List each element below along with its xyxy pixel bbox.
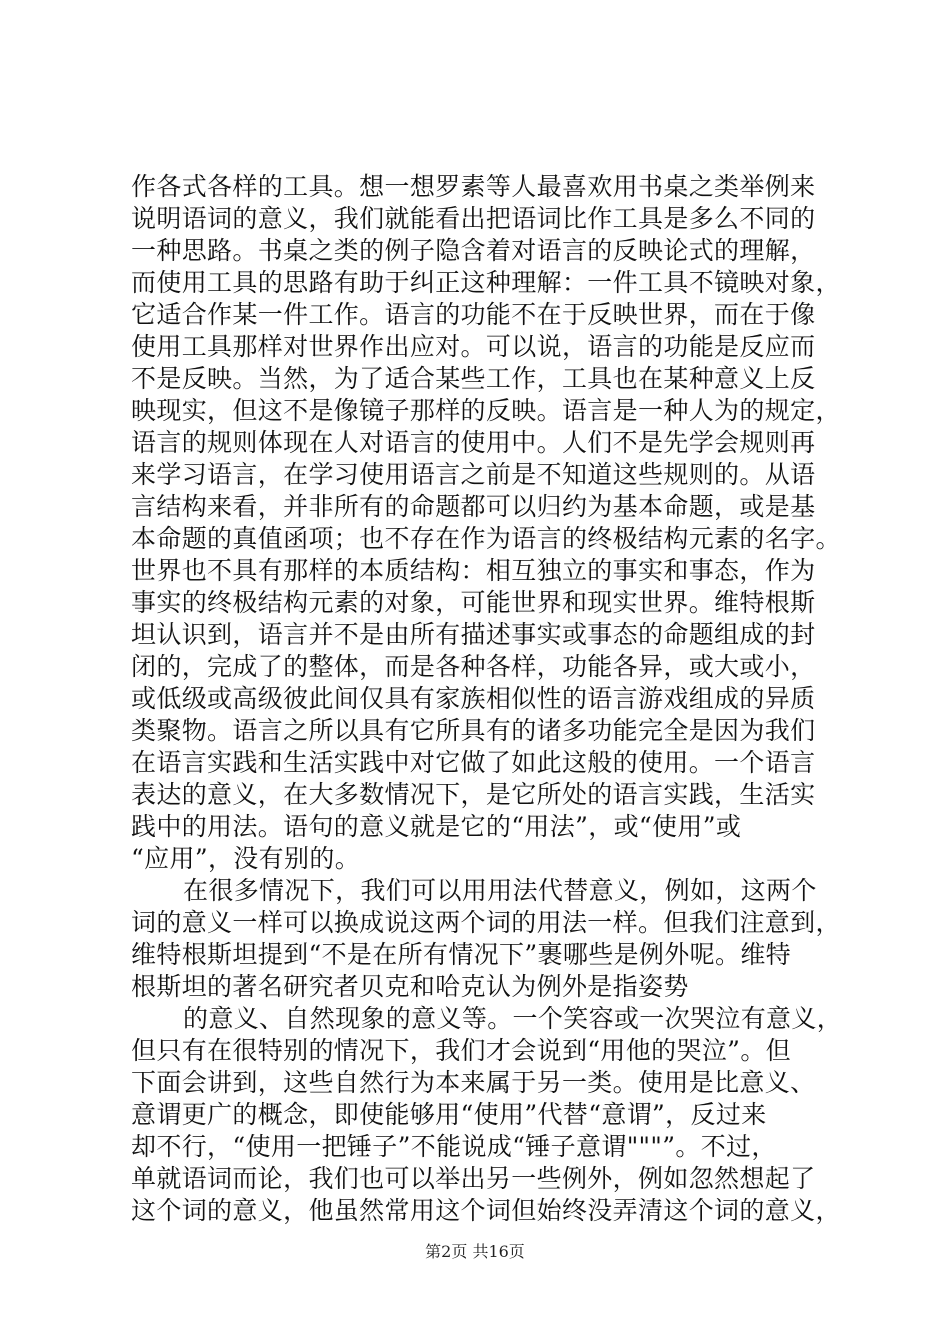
page-number-footer: 第2页 共16页 xyxy=(425,1242,525,1261)
text-line: 说明语词的意义，我们就能看出把语词比作工具是多么不同的 xyxy=(131,204,816,233)
text-line: 坦认识到，语言并不是由所有描述事实或事态的命题组成的封 xyxy=(131,620,816,649)
text-line: 来学习语言，在学习使用语言之前是不知道这些规则的。从语 xyxy=(131,460,816,489)
text-line: 却不行，“使用一把锤子”不能说成“锤子意谓"""”。不过， xyxy=(131,1132,777,1161)
text-line: 维特根斯坦提到“不是在所有情况下”裹哪些是例外呢。维特 xyxy=(131,940,792,969)
text-line: 践中的用法。语句的意义就是它的“用法”，或“使用”或 xyxy=(131,812,742,841)
text-line: 言结构来看，并非所有的命题都可以归约为基本命题，或是基 xyxy=(131,492,816,521)
text-line: 它适合作某一件工作。语言的功能不在于反映世界，而在于像 xyxy=(131,300,816,329)
text-line: 意谓更广的概念，即使能够用“使用”代替“意谓”，反过来 xyxy=(131,1100,767,1129)
text-line: 单就语词而论，我们也可以举出另一些例外，例如忽然想起了 xyxy=(131,1164,816,1193)
text-line: 但只有在很特别的情况下，我们才会说到“用他的哭泣”。但 xyxy=(131,1036,792,1065)
text-line: 根斯坦的著名研究者贝克和哈克认为例外是指姿势 xyxy=(131,972,689,1001)
text-line: 词的意义一样可以换成说这两个词的用法一样。但我们注意到， xyxy=(131,908,841,937)
paragraph-start-line: 的意义、自然现象的意义等。一个笑容或一次哭泣有意义， xyxy=(183,1004,843,1033)
text-line: 作各式各样的工具。想一想罗素等人最喜欢用书桌之类举例来 xyxy=(131,172,816,201)
body-text xyxy=(131,171,843,1227)
text-line: 映现实，但这不是像镜子那样的反映。语言是一种人为的规定， xyxy=(131,396,841,425)
text-line: 使用工具那样对世界作出应对。可以说，语言的功能是反应而 xyxy=(131,332,816,361)
text-line: 世界也不具有那样的本质结构：相互独立的事实和事态，作为 xyxy=(131,556,816,585)
text-line: 表达的意义，在大多数情况下，是它所处的语言实践，生活实 xyxy=(131,780,816,809)
paragraph-start-line: 在很多情况下，我们可以用用法代替意义，例如，这两个 xyxy=(183,876,817,905)
text-line: 语言的规则体现在人对语言的使用中。人们不是先学会规则再 xyxy=(131,428,816,457)
text-line: 在语言实践和生活实践中对它做了如此这般的使用。一个语言 xyxy=(131,748,816,777)
text-line: 闭的，完成了的整体，而是各种各样，功能各异，或大或小， xyxy=(131,652,816,681)
text-line: 一种思路。书桌之类的例子隐含着对语言的反映论式的理解， xyxy=(131,236,816,265)
text-line: “应用”，没有别的。 xyxy=(131,844,361,873)
text-line: 这个词的意义，他虽然常用这个词但始终没弄清这个词的意义， xyxy=(131,1196,841,1225)
text-line: 本命题的真值函项；也不存在作为语言的终极结构元素的名字。 xyxy=(131,524,841,553)
text-line: 而使用工具的思路有助于纠正这种理解：一件工具不镜映对象， xyxy=(131,268,841,297)
text-line: 不是反映。当然，为了适合某些工作，工具也在某种意义上反 xyxy=(131,364,816,393)
text-line: 事实的终极结构元素的对象，可能世界和现实世界。维特根斯 xyxy=(131,588,816,617)
text-line: 或低级或高级彼此间仅具有家族相似性的语言游戏组成的异质 xyxy=(131,684,816,713)
text-line: 类聚物。语言之所以具有它所具有的诸多功能完全是因为我们 xyxy=(131,716,816,745)
text-line: 下面会讲到，这些自然行为本来属于另一类。使用是比意义、 xyxy=(131,1068,816,1097)
